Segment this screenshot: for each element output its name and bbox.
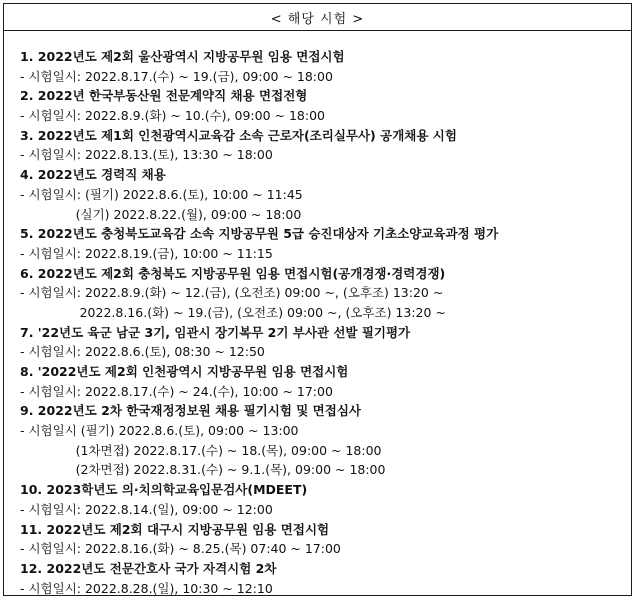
exam-title: 8. '2022년도 제2회 인천광역시 지방공무원 임용 면접시험 — [20, 364, 349, 379]
exam-schedule: - 시험일시: 2022.8.13.(토), 13:30 ~ 18:00 — [20, 147, 273, 163]
exam-schedule: - 시험일시: 2022.8.9.(화) ~ 12.(금), (오전조) 09:00 ~, (오후조) 13:20 ~ — [20, 285, 444, 301]
exam-schedule: - 시험일시: (필기) 2022.8.6.(토), 10:00 ~ 11:45 — [20, 186, 303, 202]
exam-schedule: - 시험일시: 2022.8.9.(화) ~ 10.(수), 09:00 ~ 18:00 — [20, 108, 325, 124]
exam-schedule: - 시험일시: 2022.8.19.(금), 10:00 ~ 11:15 — [20, 245, 273, 261]
exam-title: 7. '22년도 육군 남군 3기, 임관시 장기복무 2기 부사관 선발 필기평가 — [20, 324, 411, 340]
exam-schedule: - 시험일시 (필기) 2022.8.6.(토), 09:00 ~ 13:00 — [20, 423, 299, 439]
exam-title: 12. 2022년도 전문간호사 국가 자격시험 2차 — [20, 560, 277, 576]
exam-schedule: - 시험일시: 2022.8.14.(일), 09:00 ~ 12:00 — [20, 501, 273, 517]
exam-title: 6. 2022년도 제2회 충청북도 지방공무원 임용 면접시험(공개경쟁·경력경쟁) — [20, 265, 446, 281]
exam-title: 4. 2022년도 경력직 채용 — [20, 167, 166, 183]
exam-schedule: - 시험일시: 2022.8.17.(수) ~ 24.(수), 10:00 ~ 17:00 — [20, 383, 333, 399]
exam-title: 5. 2022년도 충청북도교육감 소속 지방공무원 5급 승진대상자 기초소양교육과정 평가 — [20, 226, 499, 242]
exam-schedule: - 시험일시: 2022.8.16.(화) ~ 8.25.(목) 07:40 ~ 17:00 — [20, 541, 341, 557]
exam-title: 3. 2022년도 제1회 인천광역시교육감 소속 근로자(조리실무사) 공개채용 시험 — [20, 127, 457, 143]
exam-schedule: - 시험일시: 2022.8.6.(토), 08:30 ~ 12:50 — [20, 344, 265, 360]
exam-schedule: 2022.8.16.(화) ~ 19.(금), (오전조) 09:00 ~, (오후조) 13:20 ~ — [20, 304, 446, 320]
exam-title: 9. 2022년도 2차 한국재정정보원 채용 필기시험 및 면접심사 — [20, 403, 361, 419]
exam-title: 11. 2022년도 제2회 대구시 지방공무원 임용 면접시험 — [20, 521, 330, 537]
exam-list-box — [3, 3, 632, 596]
box-header: < 해당 시험 > — [4, 4, 631, 31]
exam-title: 2. 2022년 한국부동산원 전문계약직 채용 면접전형 — [20, 88, 308, 104]
exam-title: 1. 2022년도 제2회 울산광역시 지방공무원 임용 면접시험 — [20, 49, 345, 64]
exam-title: 10. 2023학년도 의·치의학교육입문검사(MDEET) — [20, 482, 308, 498]
exam-schedule: (1차면접) 2022.8.17.(수) ~ 18.(목), 09:00 ~ 18:00 — [20, 442, 382, 458]
exam-schedule: - 시험일시: 2022.8.17.(수) ~ 19.(금), 09:00 ~ 18:00 — [20, 68, 333, 84]
exam-schedule: - 시험일시: 2022.8.28.(일), 10:30 ~ 12:10 — [20, 580, 273, 596]
exam-schedule: (2차면접) 2022.8.31.(수) ~ 9.1.(목), 09:00 ~ 18:00 — [20, 462, 386, 478]
exam-list — [4, 31, 631, 598]
exam-schedule: (실기) 2022.8.22.(월), 09:00 ~ 18:00 — [20, 206, 302, 222]
